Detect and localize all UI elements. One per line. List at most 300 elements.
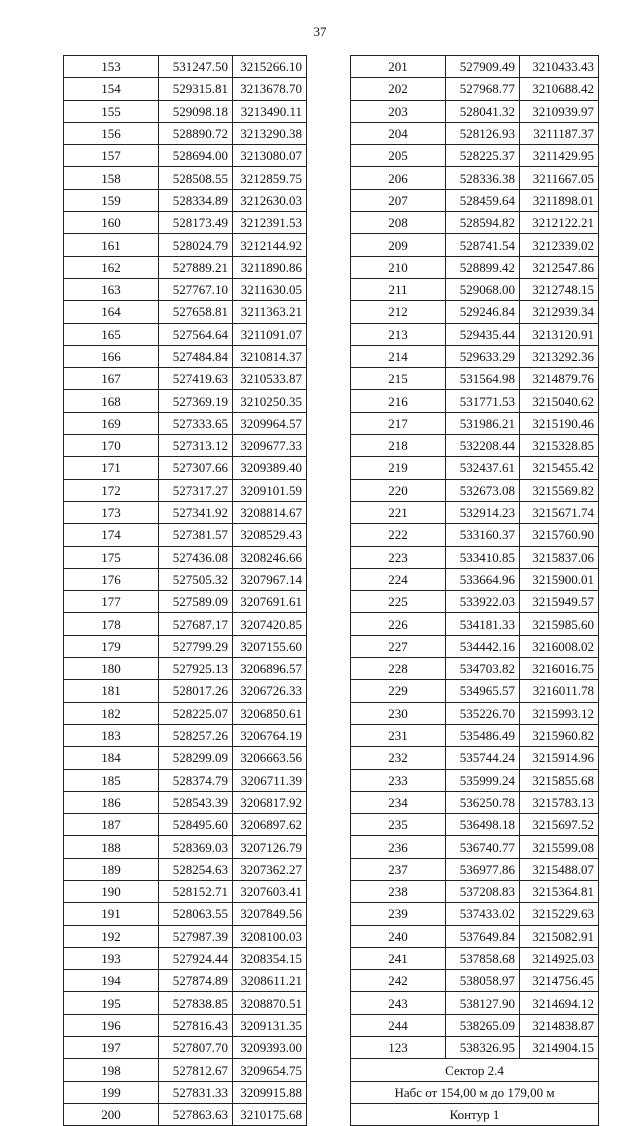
x-coordinate-cell: 538265.09	[446, 1014, 520, 1036]
y-coordinate-cell: 3215914.96	[520, 747, 599, 769]
x-coordinate-cell: 527925.13	[159, 658, 233, 680]
y-coordinate-cell: 3213490.11	[233, 100, 307, 122]
x-coordinate-cell: 533410.85	[446, 546, 520, 568]
point-number-cell: 207	[351, 189, 446, 211]
y-coordinate-cell: 3213678.70	[233, 78, 307, 100]
table-row	[351, 390, 599, 412]
y-coordinate-cell: 3212339.02	[520, 234, 599, 256]
table-row	[64, 613, 307, 635]
table-row	[64, 635, 307, 657]
x-coordinate-cell: 529098.18	[159, 100, 233, 122]
y-coordinate-cell: 3212859.75	[233, 167, 307, 189]
y-coordinate-cell: 3215900.01	[520, 568, 599, 590]
x-coordinate-cell: 532673.08	[446, 479, 520, 501]
table-row	[64, 903, 307, 925]
table-row	[351, 1014, 599, 1036]
y-coordinate-cell: 3207420.85	[233, 613, 307, 635]
point-number-cell: 232	[351, 747, 446, 769]
contour-label: Контур 1	[351, 1103, 599, 1125]
x-coordinate-cell: 533922.03	[446, 591, 520, 613]
point-number-cell: 220	[351, 479, 446, 501]
point-number-cell: 178	[64, 613, 159, 635]
y-coordinate-cell: 3206663.56	[233, 747, 307, 769]
y-coordinate-cell: 3210939.97	[520, 100, 599, 122]
point-number-cell: 163	[64, 278, 159, 300]
point-number-cell: 217	[351, 412, 446, 434]
x-coordinate-cell: 528899.42	[446, 256, 520, 278]
point-number-cell: 234	[351, 791, 446, 813]
y-coordinate-cell: 3212630.03	[233, 189, 307, 211]
x-coordinate-cell: 527381.57	[159, 524, 233, 546]
x-coordinate-cell: 531771.53	[446, 390, 520, 412]
y-coordinate-cell: 3215364.81	[520, 880, 599, 902]
y-coordinate-cell: 3213292.36	[520, 345, 599, 367]
point-number-cell: 158	[64, 167, 159, 189]
x-coordinate-cell: 533160.37	[446, 524, 520, 546]
y-coordinate-cell: 3215190.46	[520, 412, 599, 434]
point-number-cell: 183	[64, 724, 159, 746]
x-coordinate-cell: 529315.81	[159, 78, 233, 100]
table-row	[64, 412, 307, 434]
point-number-cell: 153	[64, 56, 159, 78]
point-number-cell: 177	[64, 591, 159, 613]
table-row	[351, 78, 599, 100]
x-coordinate-cell: 538058.97	[446, 970, 520, 992]
y-coordinate-cell: 3214838.87	[520, 1014, 599, 1036]
y-coordinate-cell: 3206897.62	[233, 814, 307, 836]
y-coordinate-cell: 3208611.21	[233, 970, 307, 992]
point-number-cell: 211	[351, 278, 446, 300]
y-coordinate-cell: 3206726.33	[233, 680, 307, 702]
point-number-cell: 193	[64, 947, 159, 969]
point-number-cell: 159	[64, 189, 159, 211]
y-coordinate-cell: 3214925.03	[520, 947, 599, 969]
x-coordinate-cell: 528594.82	[446, 212, 520, 234]
table-row	[64, 970, 307, 992]
point-number-cell: 241	[351, 947, 446, 969]
y-coordinate-cell: 3209677.33	[233, 435, 307, 457]
y-coordinate-cell: 3212547.86	[520, 256, 599, 278]
point-number-cell: 229	[351, 680, 446, 702]
x-coordinate-cell: 529246.84	[446, 301, 520, 323]
point-number-cell: 224	[351, 568, 446, 590]
x-coordinate-cell: 527687.17	[159, 613, 233, 635]
y-coordinate-cell: 3215266.10	[233, 56, 307, 78]
y-coordinate-cell: 3215671.74	[520, 501, 599, 523]
y-coordinate-cell: 3208870.51	[233, 992, 307, 1014]
x-coordinate-cell: 527831.33	[159, 1081, 233, 1103]
y-coordinate-cell: 3206850.61	[233, 702, 307, 724]
x-coordinate-cell: 536498.18	[446, 814, 520, 836]
x-coordinate-cell: 528459.64	[446, 189, 520, 211]
y-coordinate-cell: 3215960.82	[520, 724, 599, 746]
x-coordinate-cell: 537433.02	[446, 903, 520, 925]
point-number-cell: 199	[64, 1081, 159, 1103]
point-number-cell: 237	[351, 858, 446, 880]
table-row	[351, 613, 599, 635]
table-row	[351, 323, 599, 345]
table-row	[351, 1081, 599, 1103]
point-number-cell: 222	[351, 524, 446, 546]
y-coordinate-cell: 3215837.06	[520, 546, 599, 568]
table-row	[351, 591, 599, 613]
y-coordinate-cell: 3211091.07	[233, 323, 307, 345]
point-number-cell: 174	[64, 524, 159, 546]
point-number-cell: 216	[351, 390, 446, 412]
x-coordinate-cell: 527812.67	[159, 1059, 233, 1081]
point-number-cell: 223	[351, 546, 446, 568]
table-row	[64, 234, 307, 256]
point-number-cell: 215	[351, 368, 446, 390]
y-coordinate-cell: 3209964.57	[233, 412, 307, 434]
x-coordinate-cell: 527484.84	[159, 345, 233, 367]
table-row	[351, 167, 599, 189]
point-number-cell: 225	[351, 591, 446, 613]
y-coordinate-cell: 3215082.91	[520, 925, 599, 947]
table-row	[64, 56, 307, 78]
point-number-cell: 203	[351, 100, 446, 122]
x-coordinate-cell: 528257.26	[159, 724, 233, 746]
y-coordinate-cell: 3213290.38	[233, 122, 307, 144]
x-coordinate-cell: 528336.38	[446, 167, 520, 189]
x-coordinate-cell: 528694.00	[159, 145, 233, 167]
y-coordinate-cell: 3211429.95	[520, 145, 599, 167]
table-row	[64, 724, 307, 746]
y-coordinate-cell: 3209131.35	[233, 1014, 307, 1036]
point-number-cell: 167	[64, 368, 159, 390]
x-coordinate-cell: 527589.09	[159, 591, 233, 613]
coordinates-table-left	[63, 55, 307, 1126]
y-coordinate-cell: 3212144.92	[233, 234, 307, 256]
table-row	[351, 858, 599, 880]
table-row	[64, 501, 307, 523]
table-row	[64, 435, 307, 457]
table-row	[64, 167, 307, 189]
point-number-cell: 169	[64, 412, 159, 434]
point-number-cell: 204	[351, 122, 446, 144]
x-coordinate-cell: 528017.26	[159, 680, 233, 702]
y-coordinate-cell: 3211667.05	[520, 167, 599, 189]
x-coordinate-cell: 531247.50	[159, 56, 233, 78]
table-row	[351, 278, 599, 300]
table-row	[351, 1103, 599, 1125]
table-row	[351, 880, 599, 902]
point-number-cell: 156	[64, 122, 159, 144]
x-coordinate-cell: 528173.49	[159, 212, 233, 234]
y-coordinate-cell: 3215569.82	[520, 479, 599, 501]
table-row	[64, 345, 307, 367]
point-number-cell: 213	[351, 323, 446, 345]
y-coordinate-cell: 3209389.40	[233, 457, 307, 479]
y-coordinate-cell: 3207126.79	[233, 836, 307, 858]
point-number-cell: 176	[64, 568, 159, 590]
x-coordinate-cell: 527317.27	[159, 479, 233, 501]
x-coordinate-cell: 528495.60	[159, 814, 233, 836]
y-coordinate-cell: 3216016.75	[520, 658, 599, 680]
x-coordinate-cell: 527838.85	[159, 992, 233, 1014]
table-row	[64, 278, 307, 300]
x-coordinate-cell: 527307.66	[159, 457, 233, 479]
y-coordinate-cell: 3211363.21	[233, 301, 307, 323]
table-row	[64, 568, 307, 590]
point-number-cell: 243	[351, 992, 446, 1014]
x-coordinate-cell: 535486.49	[446, 724, 520, 746]
table-row	[351, 212, 599, 234]
table-row	[64, 189, 307, 211]
point-number-cell: 200	[64, 1103, 159, 1125]
table-row	[351, 546, 599, 568]
point-number-cell: 231	[351, 724, 446, 746]
point-number-cell: 242	[351, 970, 446, 992]
table-row	[351, 345, 599, 367]
table-row	[351, 122, 599, 144]
table-row	[64, 457, 307, 479]
point-number-cell: 236	[351, 836, 446, 858]
x-coordinate-cell: 527799.29	[159, 635, 233, 657]
x-coordinate-cell: 535744.24	[446, 747, 520, 769]
y-coordinate-cell: 3216011.78	[520, 680, 599, 702]
x-coordinate-cell: 529435.44	[446, 323, 520, 345]
point-number-cell: 198	[64, 1059, 159, 1081]
table-row	[351, 1059, 599, 1081]
y-coordinate-cell: 3215488.07	[520, 858, 599, 880]
table-row	[64, 301, 307, 323]
point-number-cell: 221	[351, 501, 446, 523]
x-coordinate-cell: 528299.09	[159, 747, 233, 769]
x-coordinate-cell: 528254.63	[159, 858, 233, 880]
table-row	[351, 658, 599, 680]
point-number-cell: 238	[351, 880, 446, 902]
table-row	[64, 1103, 307, 1125]
x-coordinate-cell: 531986.21	[446, 412, 520, 434]
x-coordinate-cell: 527807.70	[159, 1037, 233, 1059]
x-coordinate-cell: 534181.33	[446, 613, 520, 635]
table-row	[64, 479, 307, 501]
point-number-cell: 161	[64, 234, 159, 256]
x-coordinate-cell: 528126.93	[446, 122, 520, 144]
table-row	[351, 925, 599, 947]
table-row	[64, 323, 307, 345]
x-coordinate-cell: 527369.19	[159, 390, 233, 412]
y-coordinate-cell: 3212939.34	[520, 301, 599, 323]
point-number-cell: 201	[351, 56, 446, 78]
point-number-cell: 172	[64, 479, 159, 501]
x-coordinate-cell: 527341.92	[159, 501, 233, 523]
table-row	[351, 435, 599, 457]
coordinates-table-right	[350, 55, 599, 1126]
table-row	[351, 1037, 599, 1059]
y-coordinate-cell: 3211890.86	[233, 256, 307, 278]
y-coordinate-cell: 3210688.42	[520, 78, 599, 100]
table-row	[351, 457, 599, 479]
table-row	[64, 947, 307, 969]
point-number-cell: 209	[351, 234, 446, 256]
point-number-cell: 202	[351, 78, 446, 100]
point-number-cell: 184	[64, 747, 159, 769]
table-row	[351, 992, 599, 1014]
point-number-cell: 191	[64, 903, 159, 925]
table-row	[351, 814, 599, 836]
y-coordinate-cell: 3208814.67	[233, 501, 307, 523]
y-coordinate-cell: 3206817.92	[233, 791, 307, 813]
point-number-cell: 166	[64, 345, 159, 367]
y-coordinate-cell: 3207362.27	[233, 858, 307, 880]
x-coordinate-cell: 528225.37	[446, 145, 520, 167]
y-coordinate-cell: 3216008.02	[520, 635, 599, 657]
point-number-cell: 227	[351, 635, 446, 657]
table-row	[351, 568, 599, 590]
x-coordinate-cell: 527436.08	[159, 546, 233, 568]
table-row	[64, 658, 307, 680]
x-coordinate-cell: 528063.55	[159, 903, 233, 925]
x-coordinate-cell: 528741.54	[446, 234, 520, 256]
table-row	[351, 301, 599, 323]
x-coordinate-cell: 527909.49	[446, 56, 520, 78]
x-coordinate-cell: 538326.95	[446, 1037, 520, 1059]
y-coordinate-cell: 3214694.12	[520, 992, 599, 1014]
point-number-cell: 123	[351, 1037, 446, 1059]
x-coordinate-cell: 527968.77	[446, 78, 520, 100]
point-number-cell: 205	[351, 145, 446, 167]
y-coordinate-cell: 3210533.87	[233, 368, 307, 390]
x-coordinate-cell: 536977.86	[446, 858, 520, 880]
table-row	[351, 769, 599, 791]
y-coordinate-cell: 3215697.52	[520, 814, 599, 836]
point-number-cell: 240	[351, 925, 446, 947]
table-row	[64, 145, 307, 167]
y-coordinate-cell: 3212391.53	[233, 212, 307, 234]
point-number-cell: 230	[351, 702, 446, 724]
table-row	[351, 724, 599, 746]
table-row	[351, 501, 599, 523]
y-coordinate-cell: 3206764.19	[233, 724, 307, 746]
table-row	[64, 546, 307, 568]
x-coordinate-cell: 532437.61	[446, 457, 520, 479]
x-coordinate-cell: 527564.64	[159, 323, 233, 345]
table-row	[351, 56, 599, 78]
x-coordinate-cell: 533664.96	[446, 568, 520, 590]
point-number-cell: 226	[351, 613, 446, 635]
table-row	[64, 992, 307, 1014]
page-number: 37	[313, 24, 327, 39]
x-coordinate-cell: 535999.24	[446, 769, 520, 791]
x-coordinate-cell: 532914.23	[446, 501, 520, 523]
table-row	[64, 836, 307, 858]
table-row	[64, 702, 307, 724]
point-number-cell: 162	[64, 256, 159, 278]
table-row	[64, 100, 307, 122]
table-row	[351, 635, 599, 657]
x-coordinate-cell: 528369.03	[159, 836, 233, 858]
y-coordinate-cell: 3209915.88	[233, 1081, 307, 1103]
y-coordinate-cell: 3208354.15	[233, 947, 307, 969]
point-number-cell: 157	[64, 145, 159, 167]
x-coordinate-cell: 528334.89	[159, 189, 233, 211]
point-number-cell: 208	[351, 212, 446, 234]
x-coordinate-cell: 537649.84	[446, 925, 520, 947]
point-number-cell: 170	[64, 435, 159, 457]
table-row	[64, 1037, 307, 1059]
point-number-cell: 187	[64, 814, 159, 836]
x-coordinate-cell: 527816.43	[159, 1014, 233, 1036]
x-coordinate-cell: 529068.00	[446, 278, 520, 300]
table-row	[64, 390, 307, 412]
y-coordinate-cell: 3213080.07	[233, 145, 307, 167]
y-coordinate-cell: 3215985.60	[520, 613, 599, 635]
point-number-cell: 196	[64, 1014, 159, 1036]
y-coordinate-cell: 3215993.12	[520, 702, 599, 724]
point-number-cell: 188	[64, 836, 159, 858]
point-number-cell: 173	[64, 501, 159, 523]
x-coordinate-cell: 528374.79	[159, 769, 233, 791]
table-row	[64, 256, 307, 278]
table-row	[64, 212, 307, 234]
x-coordinate-cell: 527767.10	[159, 278, 233, 300]
point-number-cell: 189	[64, 858, 159, 880]
y-coordinate-cell: 3207603.41	[233, 880, 307, 902]
x-coordinate-cell: 529633.29	[446, 345, 520, 367]
table-row	[64, 747, 307, 769]
x-coordinate-cell: 536250.78	[446, 791, 520, 813]
table-row	[64, 1081, 307, 1103]
point-number-cell: 154	[64, 78, 159, 100]
x-coordinate-cell: 528890.72	[159, 122, 233, 144]
y-coordinate-cell: 3215599.08	[520, 836, 599, 858]
point-number-cell: 197	[64, 1037, 159, 1059]
table-row	[351, 189, 599, 211]
point-number-cell: 218	[351, 435, 446, 457]
x-coordinate-cell: 528152.71	[159, 880, 233, 902]
table-row	[64, 858, 307, 880]
point-number-cell: 210	[351, 256, 446, 278]
x-coordinate-cell: 538127.90	[446, 992, 520, 1014]
table-row	[351, 412, 599, 434]
table-row	[351, 368, 599, 390]
table-row	[64, 122, 307, 144]
table-row	[64, 814, 307, 836]
point-number-cell: 235	[351, 814, 446, 836]
table-row	[351, 702, 599, 724]
y-coordinate-cell: 3215760.90	[520, 524, 599, 546]
y-coordinate-cell: 3215855.68	[520, 769, 599, 791]
point-number-cell: 182	[64, 702, 159, 724]
y-coordinate-cell: 3210433.43	[520, 56, 599, 78]
table-row	[64, 368, 307, 390]
x-coordinate-cell: 528225.07	[159, 702, 233, 724]
x-coordinate-cell: 528508.55	[159, 167, 233, 189]
x-coordinate-cell: 527333.65	[159, 412, 233, 434]
x-coordinate-cell: 534703.82	[446, 658, 520, 680]
y-coordinate-cell: 3208246.66	[233, 546, 307, 568]
x-coordinate-cell: 532208.44	[446, 435, 520, 457]
table-row	[351, 256, 599, 278]
point-number-cell: 214	[351, 345, 446, 367]
point-number-cell: 181	[64, 680, 159, 702]
table-row	[64, 1014, 307, 1036]
point-number-cell: 190	[64, 880, 159, 902]
x-coordinate-cell: 527419.63	[159, 368, 233, 390]
point-number-cell: 179	[64, 635, 159, 657]
point-number-cell: 192	[64, 925, 159, 947]
point-number-cell: 244	[351, 1014, 446, 1036]
x-coordinate-cell: 527987.39	[159, 925, 233, 947]
y-coordinate-cell: 3207691.61	[233, 591, 307, 613]
point-number-cell: 212	[351, 301, 446, 323]
x-coordinate-cell: 527889.21	[159, 256, 233, 278]
point-number-cell: 165	[64, 323, 159, 345]
table-row	[351, 479, 599, 501]
x-coordinate-cell: 527874.89	[159, 970, 233, 992]
